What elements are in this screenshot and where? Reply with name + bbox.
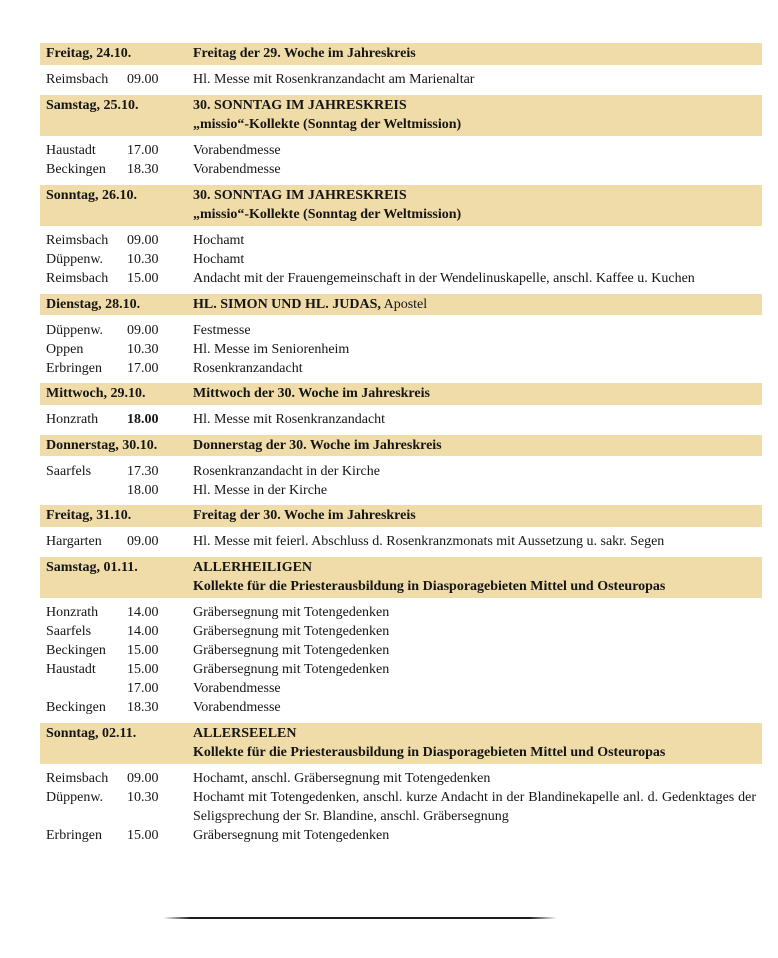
- section-titles: [193, 506, 756, 526]
- schedule-row: [46, 250, 756, 269]
- description-cell: Vorabendmesse: [193, 162, 281, 177]
- section-date: Samstag, 25.10.: [46, 97, 139, 113]
- time-cell: 17.00: [127, 143, 159, 158]
- time-cell: 09.00: [127, 322, 159, 338]
- place-cell: Erbringen: [46, 360, 102, 376]
- section-titles: [193, 295, 756, 315]
- time-cell: 15.00: [127, 662, 159, 677]
- place-cell: Düppenw.: [46, 790, 104, 805]
- place-cell: Hargarten: [46, 534, 102, 549]
- schedule-row: [46, 340, 756, 359]
- section-date: Samstag, 01.11.: [46, 559, 138, 575]
- description-cell: Hl. Messe mit Rosenkranzandacht: [193, 412, 386, 427]
- place-cell: Honzrath: [46, 412, 99, 427]
- section-title: Donnerstag der 30. Woche im Jahreskreis: [193, 437, 442, 453]
- description-cell: Rosenkranzandacht: [193, 360, 303, 376]
- feast-name: HL. SIMON UND HL. JUDAS,: [193, 296, 381, 312]
- description-cell: Gräbersegnung mit Totengedenken: [193, 624, 390, 639]
- section-title: ALLERSEELEN: [193, 725, 297, 741]
- schedule-row: [46, 641, 756, 660]
- description-cell: Vorabendmesse: [193, 143, 281, 158]
- section-header-band: [40, 505, 762, 527]
- section-title: Freitag der 30. Woche im Jahreskreis: [193, 508, 416, 523]
- schedule-row: [46, 321, 756, 340]
- place-cell: Haustadt: [46, 143, 96, 158]
- section-date: Freitag, 31.10.: [46, 508, 132, 523]
- description-cell: Vorabendmesse: [193, 681, 281, 696]
- section-rows: [40, 405, 762, 435]
- section-header-band: [40, 435, 762, 457]
- section-header-band: [40, 95, 762, 136]
- time-cell: 18.00: [127, 412, 159, 427]
- description-cell: Gräbersegnung mit Totengedenken: [193, 662, 390, 677]
- schedule-row: [46, 603, 756, 622]
- time-cell: 09.00: [127, 233, 159, 248]
- place-cell: Saarfels: [46, 463, 92, 479]
- schedule-section: [40, 383, 762, 435]
- section-rows: [40, 315, 762, 383]
- time-cell: 10.30: [127, 252, 159, 267]
- section-titles: [193, 558, 756, 597]
- section-title: [193, 295, 756, 315]
- place-cell: Oppen: [46, 341, 84, 357]
- section-date: Dienstag, 28.10.: [46, 296, 141, 312]
- schedule-row: [46, 141, 756, 160]
- schedule-section: [40, 95, 762, 185]
- section-title: Mittwoch der 30. Woche im Jahreskreis: [193, 386, 430, 401]
- description-cell: Andacht mit der Frauengemeinschaft in der Wendelinuskapelle, anschl. Kaffee u. Kuchen: [193, 271, 695, 286]
- description-cell: Hochamt: [193, 233, 245, 248]
- section-header-band: [40, 43, 762, 65]
- place-cell: Düppenw.: [46, 252, 104, 267]
- section-title: Freitag der 29. Woche im Jahreskreis: [193, 46, 416, 61]
- section-header-band: [40, 557, 762, 598]
- time-cell: 18.00: [127, 482, 159, 498]
- description-cell: Hl. Messe im Seniorenheim: [193, 341, 350, 357]
- section-subtitle: Kollekte für die Priesterausbildung in Diasporagebieten Mittel und Osteuropas: [193, 579, 666, 594]
- schedule-row: [46, 679, 756, 698]
- section-title: 30. SONNTAG IM JAHRESKREIS: [193, 187, 407, 203]
- section-titles: [193, 96, 756, 135]
- schedule-row: [46, 231, 756, 250]
- section-date: Freitag, 24.10.: [46, 46, 132, 61]
- schedule-row: [46, 698, 756, 717]
- section-header-band: [40, 383, 762, 405]
- section-date: Donnerstag, 30.10.: [46, 437, 158, 453]
- place-cell: Reimsbach: [46, 233, 109, 248]
- schedule-row: [46, 788, 756, 826]
- description-cell: Hl. Messe mit feierl. Abschluss d. Rosenkranzmonats mit Aussetzung u. sakr. Segen: [193, 534, 665, 549]
- place-cell: Düppenw.: [46, 322, 104, 338]
- description-cell: Hochamt, anschl. Gräbersegnung mit Totengedenken: [193, 771, 491, 786]
- section-header-band: [40, 294, 762, 316]
- time-cell: 15.00: [127, 271, 159, 286]
- place-cell: [46, 481, 127, 500]
- schedule-section: [40, 294, 762, 384]
- time-cell: 15.00: [127, 828, 159, 843]
- description-cell: Vorabendmesse: [193, 700, 281, 715]
- description-cell: Hl. Messe mit Rosenkranzandacht am Marienaltar: [193, 72, 475, 87]
- place-cell: Beckingen: [46, 162, 106, 177]
- place-cell: Haustadt: [46, 662, 96, 677]
- place-cell: Beckingen: [46, 700, 106, 715]
- place-cell: Erbringen: [46, 828, 102, 843]
- section-rows: [40, 456, 762, 505]
- schedule-row: [46, 160, 756, 179]
- time-cell: 14.00: [127, 624, 159, 639]
- section-subtitle: „missio“-Kollekte (Sonntag der Weltmission): [193, 207, 462, 222]
- section-header-band: [40, 185, 762, 226]
- schedule-row: [46, 410, 756, 429]
- section-titles: [193, 724, 756, 763]
- place-cell: Honzrath: [46, 605, 99, 620]
- time-cell: 09.00: [127, 534, 159, 549]
- description-cell: Gräbersegnung mit Totengedenken: [193, 828, 390, 843]
- time-cell: 17.30: [127, 463, 159, 479]
- section-rows: [40, 527, 762, 557]
- schedule-row: [46, 622, 756, 641]
- description-cell: Rosenkranzandacht in der Kirche: [193, 463, 380, 479]
- section-titles: [193, 44, 756, 64]
- time-cell: 18.30: [127, 700, 159, 715]
- time-cell: 09.00: [127, 771, 159, 786]
- time-cell: 17.00: [127, 681, 159, 696]
- place-cell: Reimsbach: [46, 271, 109, 286]
- schedule-section: [40, 723, 762, 851]
- time-cell: 10.30: [127, 341, 159, 357]
- time-cell: 17.00: [127, 360, 159, 376]
- section-title: ALLERHEILIGEN: [193, 559, 313, 575]
- schedule-row: [46, 769, 756, 788]
- section-date: Sonntag, 26.10.: [46, 187, 138, 203]
- description-cell: Gräbersegnung mit Totengedenken: [193, 643, 390, 658]
- description-cell: Hochamt mit Totengedenken, anschl. kurze Andacht in der Blandinekapelle anl. d. Gedenktages der Seligsprechung der Sr. Blandine, anschl. Gräbersegnung: [193, 790, 756, 824]
- schedule-section: [40, 557, 762, 723]
- schedule-section: [40, 185, 762, 294]
- section-rows: [40, 764, 762, 851]
- schedule-row: [46, 462, 756, 481]
- schedule-row: [46, 481, 756, 500]
- description-cell: Hl. Messe in der Kirche: [193, 482, 328, 498]
- section-date: Sonntag, 02.11.: [46, 725, 137, 741]
- schedule-row: [46, 826, 756, 845]
- place-cell: [46, 679, 127, 698]
- time-cell: 10.30: [127, 790, 159, 805]
- place-cell: Reimsbach: [46, 771, 109, 786]
- schedule-row: [46, 70, 756, 89]
- feast-rank: Apostel: [380, 296, 428, 312]
- section-rows: [40, 65, 762, 95]
- schedule-section: [40, 435, 762, 506]
- time-cell: 09.00: [127, 72, 159, 87]
- footer-divider-rule: [163, 917, 557, 919]
- description-cell: Festmesse: [193, 322, 251, 338]
- time-cell: 18.30: [127, 162, 159, 177]
- section-date: Mittwoch, 29.10.: [46, 386, 146, 401]
- schedule-row: [46, 660, 756, 679]
- section-titles: [193, 186, 756, 225]
- schedule-section: [40, 505, 762, 557]
- description-cell: Hochamt: [193, 252, 245, 267]
- schedule-section: [40, 43, 762, 95]
- section-rows: [40, 136, 762, 185]
- parish-schedule-page: [40, 43, 762, 851]
- section-titles: [193, 384, 756, 404]
- place-cell: Reimsbach: [46, 72, 109, 87]
- time-cell: 15.00: [127, 643, 159, 658]
- place-cell: Saarfels: [46, 624, 92, 639]
- section-rows: [40, 598, 762, 723]
- section-rows: [40, 226, 762, 294]
- schedule-row: [46, 269, 756, 288]
- time-cell: 14.00: [127, 605, 159, 620]
- place-cell: Beckingen: [46, 643, 106, 658]
- schedule-row: [46, 532, 756, 551]
- section-subtitle: „missio“-Kollekte (Sonntag der Weltmission): [193, 117, 462, 132]
- section-header-band: [40, 723, 762, 764]
- section-title: 30. SONNTAG IM JAHRESKREIS: [193, 97, 407, 113]
- section-titles: [193, 436, 756, 456]
- section-subtitle: Kollekte für die Priesterausbildung in Diasporagebieten Mittel und Osteuropas: [193, 745, 666, 760]
- schedule-row: [46, 359, 756, 378]
- description-cell: Gräbersegnung mit Totengedenken: [193, 605, 390, 620]
